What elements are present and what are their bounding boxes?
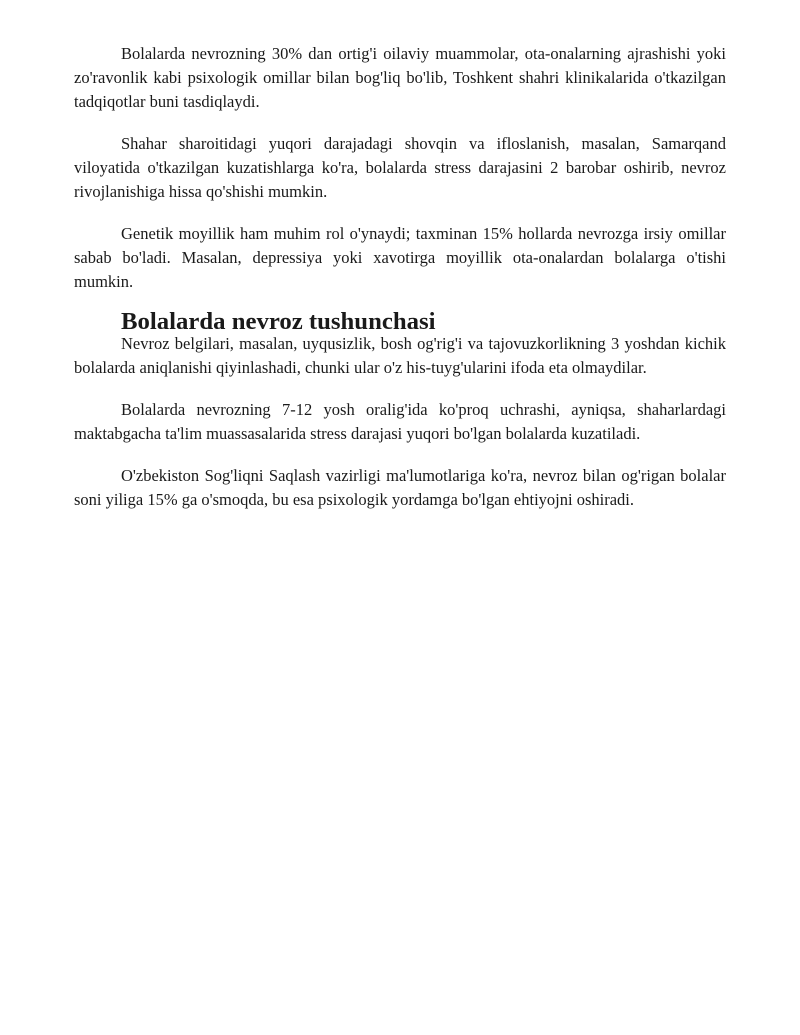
paragraph-symptoms: Nevroz belgilari, masalan, uyqusizlik, bosh og'rig'i va tajovuzkorlikning 3 yoshdan kichik bolalarda aniqlanishi qiyinlashadi, chunki ular o'z his-tuyg'ularini ifoda eta olmaydilar. xyxy=(74,334,726,377)
paragraph-family-factors: Bolalarda nevrozning 30% dan ortig'i oilaviy muammolar, ota-onalarning ajrashishi yoki zo'ravonlik kabi psixologik omillar bilan bog'liq bo'lib, Toshkent shahri klinikalarida o'tkazilgan tadqiqotlar buni tasdiqlaydi. xyxy=(74,44,726,111)
document-page xyxy=(74,42,726,530)
paragraph-statistics: O'zbekiston Sog'liqni Saqlash vazirligi ma'lumotlariga ko'ra, nevroz bilan og'rigan bolalar soni yiliga 15% ga o'smoqda, bu esa psixologik yordamga bo'lgan ehtiyojni oshiradi. xyxy=(74,466,726,509)
section-heading: Bolalarda nevroz tushunchasi xyxy=(121,308,436,335)
paragraph-genetic-predisposition: Genetik moyillik ham muhim rol o'ynaydi; taxminan 15% hollarda nevrozga irsiy omillar sabab bo'ladi. Masalan, depressiya yoki xavotirga moyillik ota-onalardan bolalarga o'tishi mumkin. xyxy=(74,224,726,291)
paragraph-age-range: Bolalarda nevrozning 7-12 yosh oralig'ida ko'proq uchrashi, ayniqsa, shaharlardagi maktabgacha ta'lim muassasalarida stress darajasi yuqori bo'lgan bolalarda kuzatiladi. xyxy=(74,400,726,443)
paragraph-urban-noise: Shahar sharoitidagi yuqori darajadagi shovqin va ifloslanish, masalan, Samarqand viloyatida o'tkazilgan kuzatishlarga ko'ra, bolalarda stress darajasini 2 barobar oshirib, nevroz rivojlanishiga hissa qo'shishi mumkin. xyxy=(74,134,726,201)
